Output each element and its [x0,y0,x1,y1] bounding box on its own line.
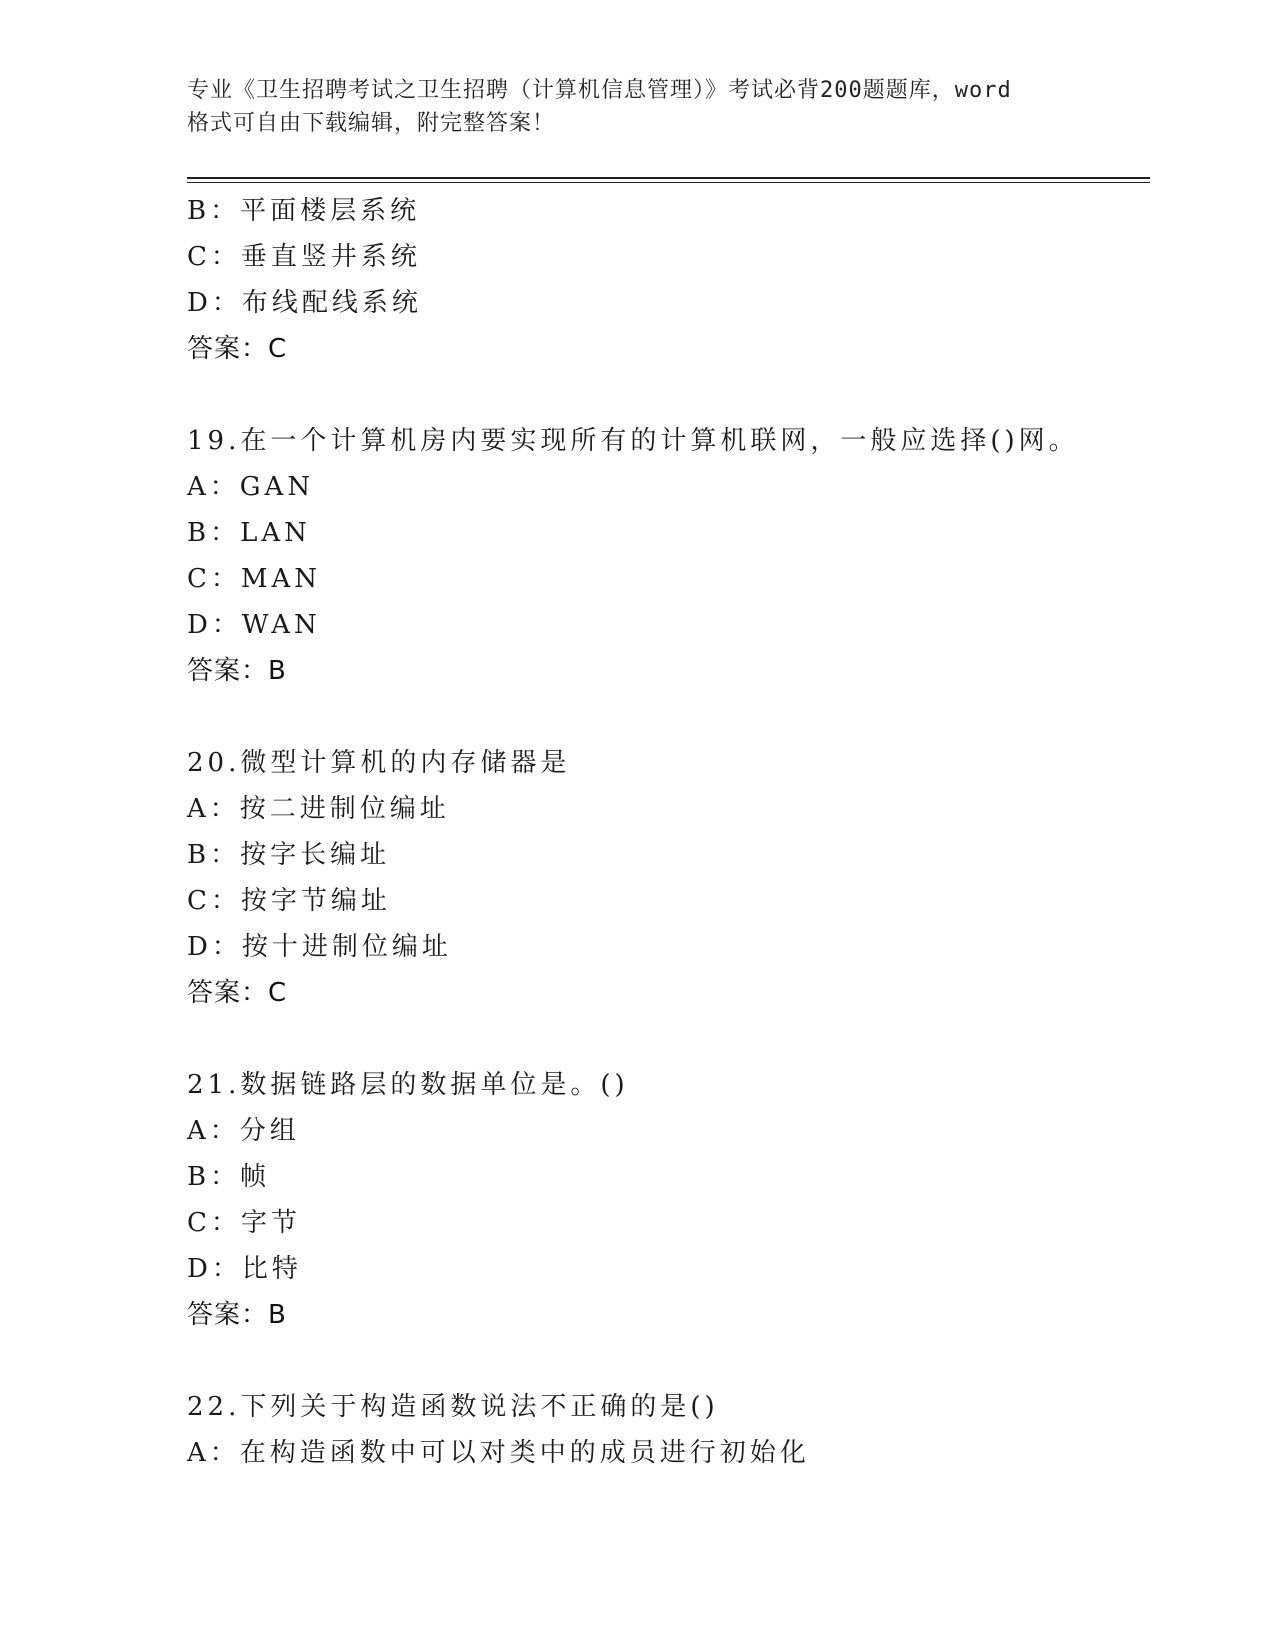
question-list [187,188,1150,1476]
option-c: C：按字节编址 [187,886,391,916]
question-22 [187,1384,1150,1476]
question-stem: 21.数据链路层的数据单位是。() [187,1070,629,1100]
option-b: B：平面楼层系统 [187,196,421,226]
question-18-fragment [187,188,1150,372]
option-d: D：布线配线系统 [187,288,422,318]
header-divider-thick [187,177,1150,179]
option-a: A：在构造函数中可以对类中的成员进行初始化 [187,1438,810,1468]
question-21 [187,1062,1150,1338]
answer-line: 答案：B [187,1300,287,1330]
spacer [187,694,1150,740]
header-title-line-1: 专业《卫生招聘考试之卫生招聘（计算机信息管理）》考试必背200题题库，word [187,78,1012,103]
question-stem: 22.下列关于构造函数说法不正确的是() [187,1392,719,1422]
option-b: B：按字长编址 [187,840,391,870]
option-c: C：字节 [187,1208,301,1238]
option-d: D：比特 [187,1254,302,1284]
question-19 [187,418,1150,694]
question-stem: 19.在一个计算机房内要实现所有的计算机联网，一般应选择()网。 [187,426,1079,456]
answer-line: 答案：C [187,978,288,1008]
option-a: A：分组 [187,1116,300,1146]
answer-line: 答案：C [187,334,288,364]
header-divider-thin [187,182,1150,183]
answer-line: 答案：B [187,656,287,686]
option-d: D：WAN [187,610,321,640]
option-c: C：MAN [187,564,322,594]
option-b: B：帧 [187,1162,271,1192]
document-header [187,74,1087,140]
option-d: D：按十进制位编址 [187,932,452,962]
option-a: A：GAN [187,472,315,502]
spacer [187,372,1150,418]
spacer [187,1016,1150,1062]
spacer [187,1338,1150,1384]
header-title-line-2: 格式可自由下载编辑，附完整答案！ [187,111,556,136]
option-a: A：按二进制位编址 [187,794,450,824]
question-20 [187,740,1150,1016]
question-stem: 20.微型计算机的内存储器是 [187,748,571,778]
option-b: B：LAN [187,518,311,548]
option-c: C：垂直竖井系统 [187,242,421,272]
